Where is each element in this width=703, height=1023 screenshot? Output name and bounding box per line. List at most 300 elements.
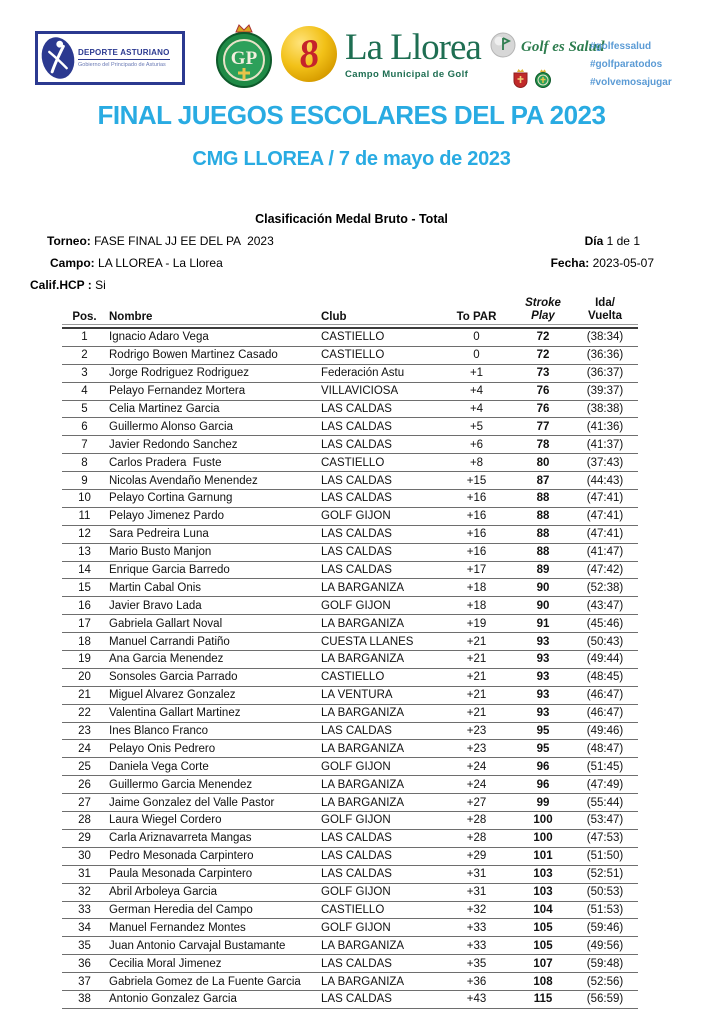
table-row [62, 919, 638, 937]
cell-ida: (52:56) [586, 975, 624, 988]
cell-nombre: Mario Busto Manjon [109, 546, 212, 559]
deporte-subtitle: Gobierno del Principado de Asturias [78, 62, 166, 68]
table-row [62, 991, 638, 1009]
cell-stroke: 93 [536, 653, 550, 666]
cell-topar: +21 [466, 689, 487, 702]
cell-club: CASTIELLO [321, 456, 385, 469]
table-row [62, 687, 638, 705]
table-row [62, 544, 638, 562]
table-row [62, 365, 638, 383]
campo-value: LA LLOREA - La Llorea [98, 256, 223, 270]
table-row [62, 812, 638, 830]
table-row [62, 472, 638, 490]
cell-pos: 30 [78, 850, 91, 863]
cell-pos: 21 [78, 689, 91, 702]
cell-ida: (47:53) [586, 832, 624, 845]
cell-ida: (45:46) [586, 617, 624, 630]
cell-club: GOLF GIJÓN [321, 510, 391, 523]
cell-club: LAS CALDAS [321, 993, 392, 1006]
cell-nombre: Laura Wiegel Cordero [109, 814, 222, 827]
table-row [62, 526, 638, 544]
cell-ida: (51:45) [586, 760, 624, 773]
cell-topar: +21 [466, 707, 487, 720]
cell-nombre: Ana Garcia Menendez [109, 653, 224, 666]
header-nombre: Nombre [107, 311, 319, 325]
cell-topar: +33 [466, 921, 487, 934]
cell-ida: (52:51) [586, 868, 624, 881]
cell-club: LAS CALDAS [321, 868, 392, 881]
cell-club: LA BARGANIZA [321, 796, 405, 809]
la-llorea-name: La Llorea [345, 26, 481, 68]
cell-nombre: Javier Redondo Sanchez [109, 438, 238, 451]
cell-ida: (38:34) [586, 331, 624, 344]
cell-club: LAS CALDAS [321, 546, 392, 559]
classification-heading: Clasificación Medal Bruto - Total [255, 212, 448, 226]
cell-topar: +4 [469, 403, 484, 415]
cell-pos: 12 [78, 528, 91, 541]
cell-ida: (41:36) [586, 420, 624, 433]
cell-ida: (47:41) [586, 510, 624, 523]
table-row [62, 776, 638, 794]
cell-stroke: 88 [536, 528, 550, 541]
cell-pos: 31 [78, 868, 91, 881]
cell-club: LA BARGANIZA [321, 778, 405, 791]
table-row [62, 794, 638, 812]
golf-es-salud-ball-icon [490, 32, 516, 63]
header-ida-vuelta: Ida/ Vuelta [572, 297, 638, 325]
cell-nombre: Carla Ariznavarreta Mangas [109, 832, 252, 845]
cell-nombre: Guillermo Alonso Garcia [109, 420, 233, 433]
cell-ida: (47:41) [586, 528, 624, 541]
cell-stroke: 90 [536, 581, 550, 594]
table-row [62, 579, 638, 597]
cell-stroke: 93 [536, 689, 550, 702]
cell-ida: (49:56) [586, 939, 624, 952]
table-row [62, 651, 638, 669]
cell-pos: 14 [78, 564, 91, 577]
cell-nombre: Pelayo Jimenez Pardo [109, 510, 225, 523]
campo-line [50, 256, 223, 270]
cell-ida: (49:44) [586, 653, 624, 666]
table-row [62, 830, 638, 848]
cell-topar: +5 [469, 420, 484, 433]
cell-nombre: Pelayo Onis Pedrero [109, 742, 216, 755]
cell-club: CASTIELLO [321, 903, 385, 916]
cell-nombre: Celia Martinez Garcia [109, 403, 220, 415]
cell-pos: 23 [78, 725, 91, 738]
header-stroke-play: Stroke Play [514, 297, 572, 325]
cell-pos: 2 [81, 349, 88, 362]
cell-topar: +21 [466, 653, 487, 666]
cell-pos: 19 [78, 653, 91, 666]
cell-pos: 25 [78, 760, 91, 773]
cell-nombre: Sara Pedreira Luna [109, 528, 209, 541]
cell-club: CASTIELLO [321, 671, 385, 684]
cell-club: LAS CALDAS [321, 528, 392, 541]
cell-ida: (36:37) [586, 367, 624, 380]
cell-topar: +24 [466, 778, 487, 791]
cell-pos: 20 [78, 671, 91, 684]
crest-red-icon [512, 68, 529, 93]
cell-nombre: Pelayo Cortina Garnung [109, 492, 233, 505]
cell-pos: 6 [81, 420, 88, 433]
cell-pos: 11 [78, 510, 91, 523]
cell-topar: +31 [466, 868, 487, 881]
golf-es-salud-logo [490, 32, 605, 93]
table-row [62, 329, 638, 347]
dia-line [585, 234, 640, 248]
cell-nombre: Javier Bravo Lada [109, 599, 202, 612]
cell-club: LAS CALDAS [321, 957, 392, 970]
cell-club: LA BARGANIZA [321, 939, 405, 952]
cell-ida: (44:43) [586, 474, 624, 487]
table-row [62, 758, 638, 776]
cell-club: LA BARGANIZA [321, 707, 405, 720]
cell-stroke: 105 [533, 939, 553, 952]
deporte-figure-icon [37, 34, 78, 82]
cell-nombre: Cecilia Moral Jimenez [109, 957, 222, 970]
table-row [62, 508, 638, 526]
cell-club: CASTIELLO [321, 349, 385, 362]
cell-pos: 5 [81, 403, 88, 415]
cell-stroke: 103 [533, 868, 553, 881]
cell-ida: (49:46) [586, 725, 624, 738]
cell-topar: +17 [466, 564, 487, 577]
cell-pos: 3 [81, 367, 88, 380]
hashtag: #golfparatodos [590, 59, 663, 70]
cell-stroke: 89 [536, 564, 550, 577]
cell-stroke: 73 [536, 367, 550, 380]
cell-pos: 28 [78, 814, 91, 827]
table-row [62, 436, 638, 454]
cell-topar: +19 [466, 617, 487, 630]
table-row [62, 740, 638, 758]
fecha-value: 2023-05-07 [592, 256, 654, 270]
cell-club: LAS CALDAS [321, 438, 392, 451]
deporte-title: DEPORTE ASTURIANO [78, 48, 170, 60]
cell-nombre: Ignacio Adaro Vega [109, 331, 209, 344]
ball-glyph: 8 [295, 29, 322, 78]
cell-nombre: Valentina Gallart Martinez [109, 707, 241, 720]
cell-club: LAS CALDAS [321, 474, 392, 487]
cell-ida: (50:43) [586, 635, 624, 648]
cell-ida: (51:50) [586, 850, 624, 863]
cell-stroke: 100 [533, 832, 553, 845]
cell-stroke: 76 [536, 403, 550, 415]
deporte-asturiano-logo [35, 31, 185, 85]
cell-pos: 16 [78, 599, 91, 612]
table-row [62, 454, 638, 472]
crest-green-icon [534, 68, 552, 93]
cell-stroke: 104 [533, 903, 553, 916]
table-header-row [62, 297, 638, 329]
cell-pos: 9 [81, 474, 88, 487]
cell-stroke: 95 [536, 742, 550, 755]
golf-ball-icon [281, 26, 337, 82]
cell-club: VILLAVICIOSA [321, 385, 399, 398]
cell-pos: 4 [81, 385, 88, 398]
cell-topar: +24 [466, 760, 487, 773]
cell-pos: 35 [78, 939, 91, 952]
cell-nombre: Jaime Gonzalez del Valle Pastor [109, 796, 275, 809]
cell-pos: 38 [78, 993, 91, 1006]
cell-club: CASTIELLO [321, 331, 385, 344]
cell-nombre: Guillermo Garcia Menendez [109, 778, 253, 791]
cell-ida: (46:47) [586, 689, 624, 702]
golf-es-salud-text: Golf es Salud [521, 39, 605, 55]
cell-ida: (51:53) [586, 903, 624, 916]
cell-ida: (38:38) [586, 403, 624, 415]
cell-pos: 15 [78, 581, 91, 594]
cell-nombre: Juan Antonio Carvajal Bustamante [109, 939, 286, 952]
cell-stroke: 93 [536, 671, 550, 684]
cell-club: Federación Astu [321, 367, 405, 380]
cell-topar: +28 [466, 832, 487, 845]
page-subtitle: CMG LLOREA / 7 de mayo de 2023 [192, 148, 511, 170]
hashtag: #volvemosajugar [590, 77, 672, 88]
header-topar: To PAR [439, 311, 514, 325]
cell-nombre: Sonsoles Garcia Parrado [109, 671, 238, 684]
table-row [62, 866, 638, 884]
cell-stroke: 96 [536, 778, 550, 791]
la-llorea-tagline: Campo Municipal de Golf [345, 68, 469, 80]
cell-club: LAS CALDAS [321, 420, 392, 433]
cell-ida: (56:59) [586, 993, 624, 1006]
table-body [62, 329, 638, 1009]
dia-label: Día [584, 234, 604, 248]
cell-stroke: 107 [533, 957, 553, 970]
cell-topar: 0 [473, 349, 480, 362]
cell-stroke: 72 [536, 349, 550, 362]
svg-text:GP: GP [230, 48, 258, 69]
cell-topar: +21 [466, 671, 487, 684]
cell-club: LA BARGANIZA [321, 617, 405, 630]
cell-topar: +16 [466, 492, 487, 505]
cell-ida: (41:37) [586, 438, 624, 451]
cell-club: LA BARGANIZA [321, 742, 405, 755]
cell-stroke: 93 [536, 707, 550, 720]
cell-nombre: Nicolas Avendaño Menendez [109, 474, 258, 487]
cell-ida: (53:47) [586, 814, 624, 827]
cell-topar: +36 [466, 975, 487, 988]
cell-club: LAS CALDAS [321, 725, 392, 738]
cell-ida: (37:43) [586, 456, 624, 469]
cell-nombre: Rodrigo Bowen Martinez Casado [109, 349, 278, 362]
cell-ida: (36:36) [586, 349, 624, 362]
table-row [62, 705, 638, 723]
cell-stroke: 108 [533, 975, 553, 988]
torneo-value: FASE FINAL JJ EE DEL PA 2023 [94, 234, 274, 248]
cell-topar: +33 [466, 939, 487, 952]
cell-stroke: 88 [536, 546, 550, 559]
cell-pos: 24 [78, 742, 91, 755]
cell-stroke: 77 [536, 420, 550, 433]
table-row [62, 848, 638, 866]
cell-nombre: Antonio Gonzalez Garcia [109, 993, 237, 1006]
cell-topar: +18 [466, 599, 487, 612]
cell-club: GOLF GIJÓN [321, 814, 391, 827]
cell-topar: +8 [469, 456, 484, 469]
campo-label: Campo: [50, 256, 95, 270]
cell-pos: 36 [78, 957, 91, 970]
cell-topar: +21 [466, 635, 487, 648]
cell-topar: +16 [466, 546, 487, 559]
cell-nombre: Abril Arboleya Garcia [109, 886, 218, 899]
cell-stroke: 96 [536, 760, 550, 773]
cell-topar: +18 [466, 581, 487, 594]
cell-topar: +32 [466, 903, 487, 916]
cell-nombre: Ines Blanco Franco [109, 725, 209, 738]
cell-club: GOLF GIJÓN [321, 599, 391, 612]
cell-ida: (47:42) [586, 564, 624, 577]
federation-crest-icon [212, 22, 276, 92]
dia-value: 1 de 1 [606, 234, 640, 248]
cell-stroke: 101 [533, 850, 553, 863]
cell-stroke: 88 [536, 510, 550, 523]
cell-ida: (52:38) [586, 581, 624, 594]
cell-pos: 22 [78, 707, 91, 720]
cell-topar: +6 [469, 438, 484, 451]
cell-topar: +28 [466, 814, 487, 827]
logo-strip [0, 0, 703, 95]
cell-pos: 29 [78, 832, 91, 845]
cell-club: LA BARGANIZA [321, 581, 405, 594]
cell-nombre: German Heredia del Campo [109, 903, 253, 916]
cell-topar: +23 [466, 725, 487, 738]
cell-stroke: 76 [536, 385, 550, 398]
cell-ida: (48:47) [586, 742, 624, 755]
cell-club: LA BARGANIZA [321, 653, 405, 666]
cell-topar: +31 [466, 886, 487, 899]
table-row [62, 633, 638, 651]
la-llorea-logo [281, 26, 481, 82]
header-pos: Pos. [62, 311, 107, 325]
table-row [62, 955, 638, 973]
cell-pos: 37 [78, 975, 91, 988]
table-row [62, 884, 638, 902]
cell-topar: +23 [466, 742, 487, 755]
table-row [62, 347, 638, 365]
cell-nombre: Pelayo Fernandez Mortera [109, 385, 246, 398]
cell-stroke: 91 [536, 617, 550, 630]
cell-topar: +1 [469, 367, 484, 380]
cell-topar: 0 [473, 331, 480, 344]
cell-stroke: 87 [536, 474, 550, 487]
cell-ida: (47:41) [586, 492, 624, 505]
table-row [62, 669, 638, 687]
cell-pos: 10 [78, 492, 91, 505]
cell-topar: +15 [466, 474, 487, 487]
cell-nombre: Manuel Carrandi Patiño [109, 635, 230, 648]
cell-pos: 27 [78, 796, 91, 809]
fecha-line [551, 256, 654, 270]
cell-nombre: Gabriela Gomez de La Fuente Garcia [109, 975, 301, 988]
hashtag-list [590, 38, 672, 92]
cell-ida: (39:37) [586, 385, 624, 398]
cell-topar: +27 [466, 796, 487, 809]
cell-nombre: Miguel Alvarez Gonzalez [109, 689, 236, 702]
cell-stroke: 72 [536, 331, 550, 344]
cell-ida: (55:44) [586, 796, 624, 809]
cell-pos: 18 [78, 635, 91, 648]
cell-club: LAS CALDAS [321, 564, 392, 577]
cell-pos: 34 [78, 921, 91, 934]
cell-stroke: 115 [533, 993, 553, 1006]
calif-label: Calif.HCP : [30, 278, 92, 292]
fecha-label: Fecha: [550, 256, 590, 270]
cell-stroke: 100 [533, 814, 553, 827]
cell-ida: (48:45) [586, 671, 624, 684]
cell-club: CUESTA LLANES [321, 635, 414, 648]
cell-ida: (43:47) [586, 599, 624, 612]
cell-topar: +16 [466, 528, 487, 541]
cell-stroke: 88 [536, 492, 550, 505]
table-row [62, 902, 638, 920]
table-row [62, 401, 638, 419]
cell-stroke: 93 [536, 635, 550, 648]
cell-club: LAS CALDAS [321, 492, 392, 505]
table-row [62, 973, 638, 991]
cell-stroke: 103 [533, 886, 553, 899]
results-table [62, 297, 638, 1009]
torneo-line [47, 234, 274, 248]
cell-pos: 26 [78, 778, 91, 791]
cell-pos: 32 [78, 886, 91, 899]
cell-club: GOLF GIJÓN [321, 886, 391, 899]
cell-ida: (59:46) [586, 921, 624, 934]
cell-nombre: Paula Mesonada Carpintero [109, 868, 253, 881]
cell-topar: +43 [466, 993, 487, 1006]
cell-nombre: Gabriela Gallart Noval [109, 617, 223, 630]
calif-line [30, 278, 106, 292]
cell-ida: (41:47) [586, 546, 624, 559]
page-title: FINAL JUEGOS ESCOLARES DEL PA 2023 [97, 100, 606, 130]
cell-nombre: Enrique Garcia Barredo [109, 564, 230, 577]
table-row [62, 418, 638, 436]
cell-pos: 7 [81, 438, 88, 451]
cell-club: LAS CALDAS [321, 850, 392, 863]
table-row [62, 723, 638, 741]
table-row [62, 597, 638, 615]
cell-pos: 13 [78, 546, 91, 559]
cell-ida: (59:48) [586, 957, 624, 970]
cell-nombre: Jorge Rodriguez Rodriguez [109, 367, 249, 380]
cell-club: LAS CALDAS [321, 403, 392, 415]
cell-club: LA BARGANIZA [321, 975, 405, 988]
cell-topar: +29 [466, 850, 487, 863]
cell-ida: (46:47) [586, 707, 624, 720]
cell-pos: 33 [78, 903, 91, 916]
table-row [62, 937, 638, 955]
cell-stroke: 90 [536, 599, 550, 612]
cell-stroke: 95 [536, 725, 550, 738]
cell-topar: +35 [466, 957, 487, 970]
cell-nombre: Martin Cabal Onis [109, 581, 202, 594]
table-row [62, 383, 638, 401]
hashtag: #golfessalud [590, 41, 652, 52]
cell-stroke: 78 [536, 438, 550, 451]
cell-pos: 1 [81, 331, 88, 344]
torneo-label: Torneo: [47, 234, 91, 248]
cell-nombre: Daniela Vega Corte [109, 760, 209, 773]
cell-club: LAS CALDAS [321, 832, 392, 845]
cell-stroke: 105 [533, 921, 553, 934]
header-club: Club [319, 311, 439, 325]
cell-club: GOLF GIJÓN [321, 921, 391, 934]
cell-nombre: Manuel Fernandez Montes [109, 921, 246, 934]
table-row [62, 562, 638, 580]
cell-ida: (50:53) [586, 886, 624, 899]
